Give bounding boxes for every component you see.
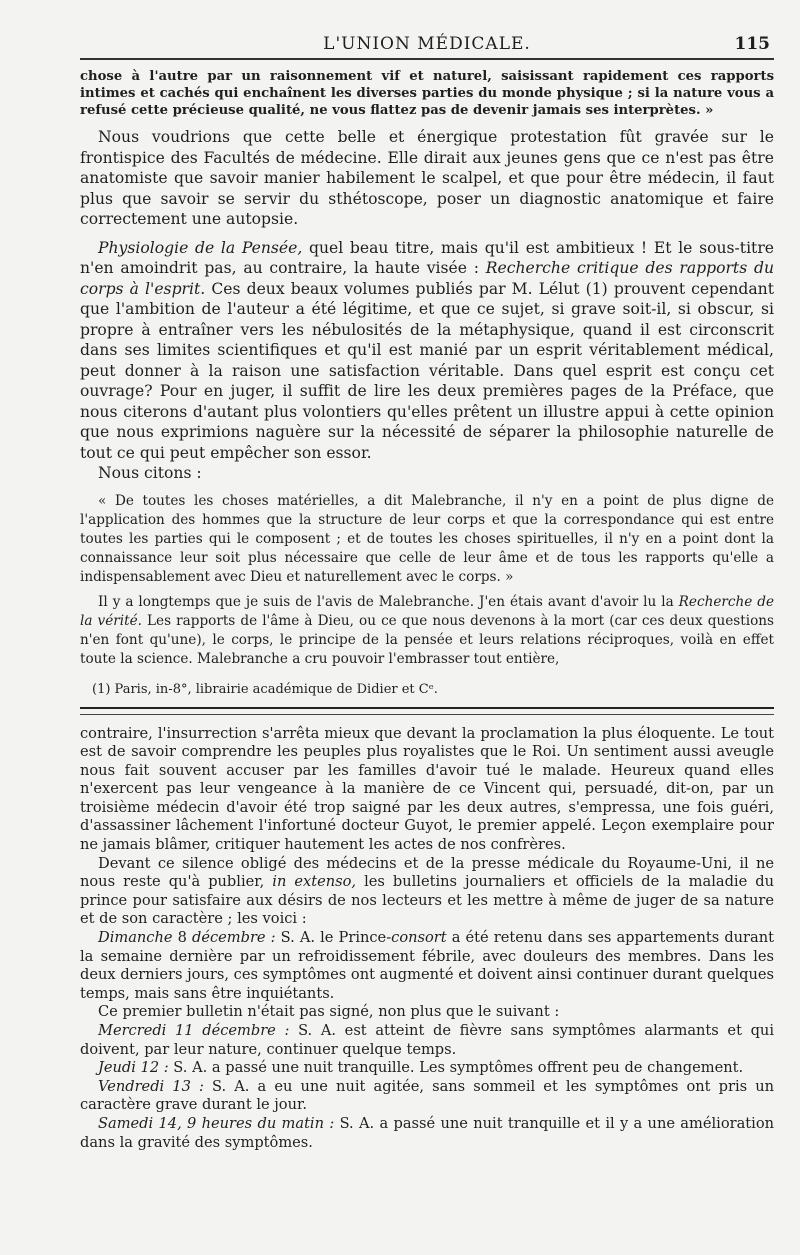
paragraph-insurrection: contraire, l'insurrection s'arrêta mieux que devant la proclamation la plus éloquente. Le tout est de savoir comprendre les peuples plus royalistes que le Roi. Un sentiment aussi aveugle nous fait souvent accuser par les familles d'avoir tué le malade. Heureux quand elles n'exercent pas leur vengeance à la manière de ce Vincent qui, persuadé, dit-on, par un troisième médecin d'avoir été trop saigné par les deux autres, s'empressa, une fois guéri, d'assassiner lâchement l'infortuné docteur Guyot, le premier appelé. Leçon exemplaire pour ne jamais blâmer, critiquer hautement les actes de nos confrères.: [80, 724, 774, 854]
bulletin-samedi: [80, 1115, 774, 1152]
in-extenso: in extenso,: [272, 873, 357, 891]
upper-text: [80, 68, 774, 699]
paragraph-bulletins-intro: [80, 855, 774, 929]
bulletin-dimanche-day: Dimanche: [98, 929, 173, 947]
bulletin-dimanche-a: S. A. le Prince-: [275, 929, 392, 947]
bulletins-intro-b: les bulletins journaliers et officiels de la maladie du prince pour satisfaire aux désirs de nos lecteurs et les mettre à même de juger de sa nature et de son caractère ; les voici :: [80, 873, 774, 928]
bulletin-mercredi-text: S. A. est atteint de fièvre sans symptômes alarmants et qui doivent, par leur nature, continuer quelque temps.: [80, 1022, 774, 1058]
paragraph-avis-a: Il y a longtemps que je suis de l'avis de Malebranche. J'en étais avant d'avoir lu la: [98, 593, 679, 610]
bulletin-jeudi: [80, 1059, 774, 1078]
bulletin-dimanche-num: 8: [172, 929, 192, 947]
paragraph-malebranche-quote: « De toutes les choses matérielles, a dit Malebranche, il n'y en a point de plus digne de l'application des hommes que la structure de leur corps et que la correspondance qui est entre toutes les parties qui le composent ; et de toutes les choses spirituelles, il n'y en a point dont la connaissance leur soit plus nécessaire que celle de leur âme et de tous les rapports qu'elle a indispensablement avec Dieu et naturellement avec le corps. »: [80, 492, 774, 585]
paragraph-physiologie: [80, 238, 774, 464]
paragraph-avis-b: Les rapports de l'âme à Dieu, ou ce que nous devenons à la mort (car ces deux questions n'en font qu'une), le corps, le principe de la pensée et leurs relations réciproques, voilà en effet toute la science. Malebranche a cru pouvoir l'embrasser tout entière,: [80, 612, 774, 667]
bulletin-vendredi: [80, 1078, 774, 1115]
bulletin-dimanche-b: a été retenu dans ses appartements durant la semaine dernière par un refroidissement fébrile, avec douleurs des membres. Dans les deux derniers jours, ces symptômes ont augmenté et doivent ainsi continuer durant quelques temps, mais sans être inquiétants.: [80, 929, 774, 1002]
bulletin-jeudi-date: Jeudi 12 :: [98, 1059, 169, 1077]
paragraph-quote-end: chose à l'autre par un raisonnement vif et naturel, saisissant rapidement ces rapports intimes et cachés qui enchaînent les diverses parties du monde physique ; si la nature vous a refusé cette précieuse qualité, ne vous flattez pas de devenir jamais ses interprètes. »: [80, 69, 774, 118]
page-header: [80, 28, 774, 60]
journal-title: L'UNION MÉDICALE.: [323, 34, 531, 54]
paragraph-physiologie-a: quel beau titre, mais qu'il est ambitieux ! Et le sous-titre n'en amoindrit pas, au contraire, la haute visée :: [80, 238, 774, 277]
bulletin-note: Ce premier bulletin n'était pas signé, non plus que le suivant :: [98, 1003, 560, 1021]
bulletin-vendredi-date: Vendredi 13 :: [98, 1077, 204, 1095]
bulletin-samedi-date: Samedi 14, 9 heures du matin :: [98, 1114, 335, 1132]
bulletin-vendredi-text: S. A. a eu une nuit agitée, sans sommeil et les symptômes ont pris un caractère grave durant le jour.: [80, 1077, 775, 1114]
footnote: (1) Paris, in-8°, librairie académique de Didier et Cᵉ.: [92, 681, 438, 697]
paragraph-physiologie-b: Ces deux beaux volumes publiés par M. Lélut (1) prouvent cependant que l'ambition de l'auteur a été légitime, et que ce sujet, si grave soit-il, si obscur, si propre à entraîner vers les nébulosités de la métaphysique, quand il est circonscrit dans ses limites scientifiques et qu'il est manié par un esprit véritablement médical, peut donner à la raison une satisfaction véritable. Dans quel esprit est conçu cet ouvrage? Pour en juger, il suffit de lire les deux premières pages de la Préface, que nous citerons d'autant plus volontiers qu'elles prêtent un illustre appui à cette opinion que nous exprimions naguère sur la nécessité de séparer la philosophie naturelle de tout ce qui peut empêcher son essor.: [80, 279, 774, 462]
section-divider: [80, 707, 774, 715]
page-number: 115: [734, 34, 770, 54]
book-recherche: Recherche de la vérité.: [80, 593, 774, 629]
paragraph-nous-citons: Nous citons :: [98, 464, 202, 482]
book-title: Physiologie de la Pensée,: [98, 238, 303, 257]
bulletin-jeudi-text: S. A. a passé une nuit tranquille. Les symptômes offrent peu de changement.: [168, 1059, 744, 1077]
paragraph-malebranche-avis: [80, 593, 774, 669]
lower-text: [80, 725, 774, 1153]
bulletin-dimanche-month: décembre :: [191, 929, 276, 947]
bulletin-mercredi: [80, 1022, 774, 1059]
bulletin-mercredi-date: Mercredi 11 décembre :: [98, 1022, 290, 1039]
book-subtitle: Recherche critique des rapports du corps à l'esprit.: [80, 259, 774, 298]
paragraph-protestation: Nous voudrions que cette belle et énergique protestation fût gravée sur le frontispice des Facultés de médecine. Elle dirait aux jeunes gens que ce n'est pas être anatomiste que savoir manier habilement le scalpel, et que pour être médecin, il faut plus que savoir se servir du sthétoscope, poser un diagnostic anatomique et faire correctement une autopsie.: [80, 128, 774, 228]
bulletin-dimanche-consort: consort: [391, 929, 447, 947]
bulletins-intro-a: Devant ce silence obligé des médecins et de la presse médicale du Royaume-Uni, il ne nous reste qu'à publier,: [80, 854, 774, 891]
bulletin-dimanche: [80, 929, 774, 1003]
bulletin-samedi-text: S. A. a passé une nuit tranquille et il y a une amélioration dans la gravité des symptômes.: [80, 1114, 774, 1151]
